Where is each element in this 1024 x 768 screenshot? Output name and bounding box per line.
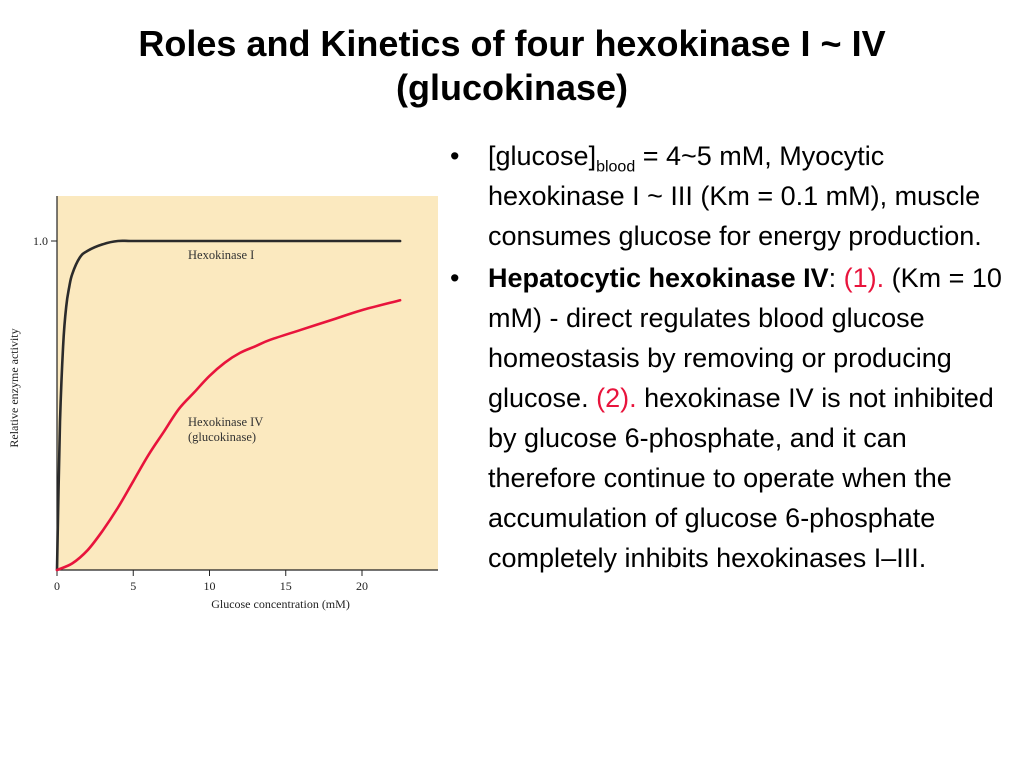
kinetics-chart-svg [0, 186, 445, 626]
bullet-hk4-heading: Hepatocytic hexokinase IV [488, 263, 829, 293]
bullet-list [448, 136, 1008, 580]
x-tick-label: 20 [356, 579, 368, 593]
bullet-item-hexokinase-iv [448, 258, 1008, 578]
x-axis-label: Glucose concentration (mM) [211, 597, 350, 611]
x-tick-label: 10 [203, 579, 216, 593]
bullet-glucose-rest: = 4~5 mM, Myocytic hexokinase I ~ III (Km = 0.1 mM), muscle consumes glucose for energy production. [488, 141, 982, 251]
bullet-hk4-point-1-text: (Km = 10 mM) - direct regulates blood glucose homeostasis by removing or producing glucose. [488, 263, 1002, 413]
bullet-glucose-sub: blood [596, 158, 636, 176]
series-label-hexokinase-iv: (glucokinase) [188, 430, 257, 444]
x-tick-label: 0 [54, 579, 60, 593]
bullet-hk4-point-2-text: hexokinase IV is not inhibited by glucose 6-phosphate, and it can therefore continue to operate when the accumulation of glucose 6-phosphate completely inhibits hexokinases I–III. [488, 383, 994, 573]
bullet-marker: • [450, 141, 460, 171]
x-tick-label: 15 [279, 579, 292, 593]
kinetics-chart [0, 186, 445, 626]
bullet-hk4-point-1-marker: (1). [843, 263, 885, 293]
y-axis-label: Relative enzyme activity [7, 328, 21, 448]
x-tick-label: 5 [130, 579, 137, 593]
bullet-marker: • [450, 263, 460, 293]
slide-title [0, 22, 1024, 110]
bullet-hk4-point-2-marker: (2). [596, 383, 637, 413]
series-label-hexokinase-iv: Hexokinase IV [188, 415, 264, 429]
title-line-1: Roles and Kinetics of four hexokinase I ~ IV [138, 23, 886, 64]
series-label-hexokinase-i: Hexokinase I [188, 248, 255, 262]
title-line-2: (glucokinase) [395, 67, 629, 108]
bullet-glucose-pre: [glucose] [488, 141, 597, 171]
bullet-item-glucose [448, 136, 1008, 256]
bullet-hk4-colon: : [828, 263, 844, 293]
y-tick-label: 1.0 [33, 234, 48, 248]
